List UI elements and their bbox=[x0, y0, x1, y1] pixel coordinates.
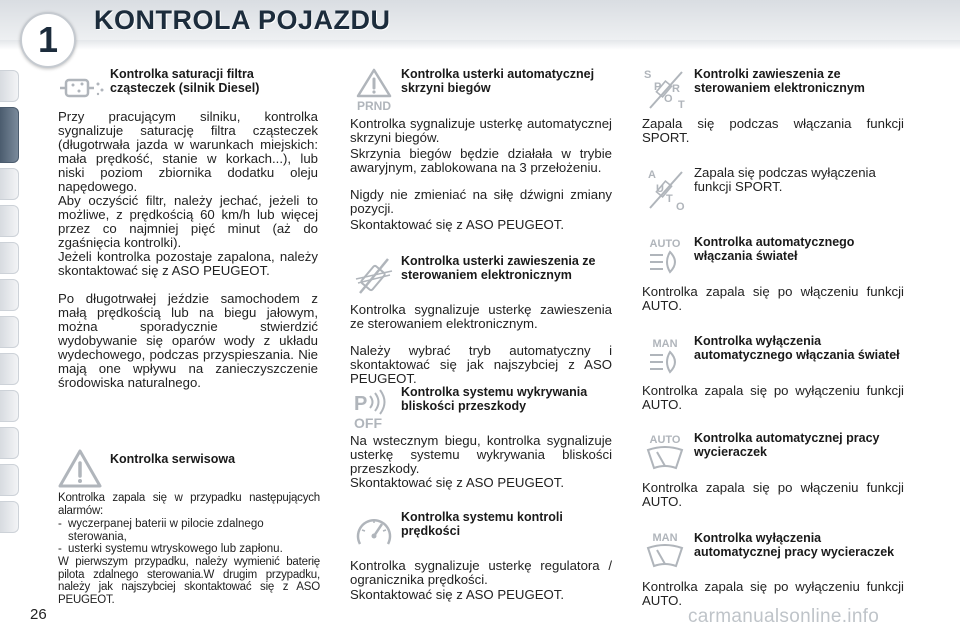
chapter-tab[interactable] bbox=[0, 390, 19, 422]
chapter-tab[interactable] bbox=[0, 353, 19, 385]
manual-lights-icon bbox=[644, 336, 686, 376]
sport-letter: T bbox=[678, 99, 685, 111]
gearbox-warning-icon bbox=[352, 68, 396, 112]
sport-on-text: Zapala się podczas włączania funkcji SPORT. bbox=[642, 116, 904, 145]
parking-paragraph: Skontaktować się z ASO PEUGEOT. bbox=[350, 475, 565, 490]
auto-lights-text: Kontrolka zapala się po włączeniu funkcji AUTO. bbox=[642, 284, 904, 313]
page-number: 26 bbox=[30, 606, 47, 623]
service-outro: W pierwszym przypadku, należy wymienić baterię pilota zdalnego sterowania.W drugim przypadku, należy jak najszybciej skontaktować się z ASO PEUGEOT. bbox=[58, 556, 320, 606]
chapter-tab[interactable] bbox=[0, 501, 19, 533]
chapter-tab[interactable] bbox=[0, 464, 19, 496]
speed-paragraph: Skontaktować się z ASO PEUGEOT. bbox=[350, 587, 565, 602]
manual-lights-label: MAN bbox=[652, 338, 678, 350]
gearbox-paragraph: Nigdy nie zmieniać na siłę dźwigni zmiany pozycji. bbox=[350, 187, 612, 216]
manual-wipers-text: Kontrolka zapala się po wyłączeniu funkcji AUTO. bbox=[642, 579, 904, 608]
service-intro: Kontrolka zapala się w przypadku następujących alarmów: bbox=[58, 492, 320, 517]
sport-letter: P bbox=[654, 81, 662, 93]
auto-suspension-icon bbox=[642, 166, 688, 212]
parking-off-label: OFF bbox=[354, 415, 382, 430]
chapter-tab[interactable] bbox=[0, 168, 19, 200]
suspension-title: Kontrolki zawieszenia ze sterowaniem elektronicznym bbox=[694, 67, 865, 95]
auto-letter: O bbox=[676, 201, 685, 212]
auto-wipers-icon bbox=[644, 432, 686, 472]
auto-lights-label: AUTO bbox=[649, 238, 681, 250]
list-bullet: - bbox=[58, 543, 62, 555]
page-title: KONTROLA POJAZDU bbox=[94, 5, 391, 35]
manual-wipers-icon bbox=[644, 530, 686, 570]
chapter-tab-active[interactable] bbox=[0, 107, 19, 163]
speed-control-title: Kontrolka systemu kontroli prędkości bbox=[401, 510, 563, 538]
speed-paragraph: Kontrolka sygnalizuje usterkę regulatora / ogranicznika prędkości. bbox=[350, 558, 612, 587]
service-list-text: usterki systemu wtryskowego lub zapłonu. bbox=[68, 543, 283, 555]
auto-wipers-title: Kontrolka automatycznej pracy wycieraczek bbox=[694, 431, 880, 459]
auto-letter: T bbox=[666, 193, 673, 205]
suspension-fault-icon bbox=[352, 253, 396, 299]
gearbox-paragraph: Kontrolka sygnalizuje usterkę automatycznej skrzyni biegów. bbox=[350, 116, 612, 145]
chapter-tab[interactable] bbox=[0, 279, 19, 311]
sport-suspension-icon bbox=[642, 66, 688, 112]
service-list-text: wyczerpanej baterii w pilocie zdalnego sterowania, bbox=[68, 518, 264, 543]
speed-control-icon bbox=[352, 508, 396, 554]
service-warning-icon bbox=[57, 448, 103, 490]
list-bullet: - bbox=[58, 518, 62, 530]
suspension-fault-paragraph: Kontrolka sygnalizuje usterkę zawieszenia ze sterowaniem elektronicznym. bbox=[350, 302, 612, 331]
sport-off-text: Zapala się podczas wyłączenia funkcji SPORT. bbox=[694, 165, 876, 194]
suspension-fault-title: Kontrolka usterki zawieszenia ze sterowaniem elektronicznym bbox=[401, 254, 596, 282]
service-list-item bbox=[58, 518, 320, 543]
filter-paragraph: Jeżeli kontrolka pozostaje zapalona, należy skontaktować się z ASO PEUGEOT. bbox=[58, 249, 318, 278]
chapter-number-badge: 1 bbox=[20, 12, 76, 68]
auto-wipers-text: Kontrolka zapala się po włączeniu funkcji AUTO. bbox=[642, 480, 904, 509]
filter-paragraph: Aby oczyścić filtr, należy jechać, jeżeli to możliwe, z prędkością 60 km/h lub więcej przez co najmniej pięć minut (aż do zgaśnięcia kontrolki). bbox=[58, 193, 318, 250]
parking-sensor-icon bbox=[352, 388, 398, 430]
service-warning-title: Kontrolka serwisowa bbox=[110, 452, 236, 466]
filter-warning-title: Kontrolka saturacji filtra cząsteczek (silnik Diesel) bbox=[110, 67, 260, 95]
filter-paragraph: Przy pracującym silniku, kontrolka sygnalizuje saturację filtra cząsteczek (długotrwała jazda w warunkach miejskich: mała prędkość, stanie w korkach...), lub niski poziom zbiornika dodatku oleju napędowego. bbox=[58, 109, 318, 194]
auto-lights-icon bbox=[644, 236, 686, 276]
chapter-tab[interactable] bbox=[0, 427, 19, 459]
chapter-tab[interactable] bbox=[0, 70, 19, 102]
manual-lights-title: Kontrolka wyłączenia automatycznego włączania świateł bbox=[694, 334, 900, 362]
manual-wipers-title: Kontrolka wyłączenia automatycznej pracy wycieraczek bbox=[694, 531, 895, 559]
auto-wipers-label: AUTO bbox=[649, 434, 681, 446]
gearbox-paragraph: Skontaktować się z ASO PEUGEOT. bbox=[350, 217, 565, 232]
parking-sensor-title: Kontrolka systemu wykrywania bliskości przeszkody bbox=[401, 385, 588, 413]
filter-paragraph: Po długotrwałej jeździe samochodem z małą prędkością lub na biegu jałowym, można sporadycznie stwierdzić wydobywanie się oparów wody z układu wydechowego, podczas przyspieszania. Nie mają one wpływu na zanieczyszczenie środowiska naturalnego. bbox=[58, 291, 318, 390]
gearbox-paragraph: Skrzynia biegów będzie działała w trybie awaryjnym, zablokowana na 3 przełożeniu. bbox=[350, 146, 612, 175]
chapter-tabs bbox=[0, 70, 20, 538]
chapter-tab[interactable] bbox=[0, 242, 19, 274]
sport-letter: R bbox=[672, 83, 680, 95]
svg-text:PRND: PRND bbox=[356, 99, 392, 112]
auto-lights-title: Kontrolka automatycznego włączania świateł bbox=[694, 235, 855, 263]
sport-letter: S bbox=[644, 69, 652, 81]
chapter-tab[interactable] bbox=[0, 205, 19, 237]
auto-letter: A bbox=[648, 169, 656, 181]
sport-letter: O bbox=[664, 93, 673, 105]
parking-paragraph: Na wstecznym biegu, kontrolka sygnalizuje usterkę systemu wykrywania bliskości przeszkody. bbox=[350, 433, 612, 476]
auto-letter: U bbox=[656, 183, 664, 195]
manual-wipers-label: MAN bbox=[652, 532, 678, 544]
particle-filter-icon bbox=[60, 70, 106, 106]
watermark: carmanualsonline.info bbox=[688, 606, 880, 627]
suspension-fault-paragraph: Należy wybrać tryb automatyczny i skontaktować się jak najszybciej z ASO PEUGEOT. bbox=[350, 343, 612, 386]
gearbox-warning-title: Kontrolka usterki automatycznej skrzyni biegów bbox=[401, 67, 595, 95]
header-shadow bbox=[0, 40, 960, 50]
svg-text:P: P bbox=[354, 393, 368, 415]
service-list-item bbox=[58, 543, 320, 556]
manual-lights-text: Kontrolka zapala się po wyłączeniu funkcji AUTO. bbox=[642, 383, 904, 412]
chapter-tab[interactable] bbox=[0, 316, 19, 348]
